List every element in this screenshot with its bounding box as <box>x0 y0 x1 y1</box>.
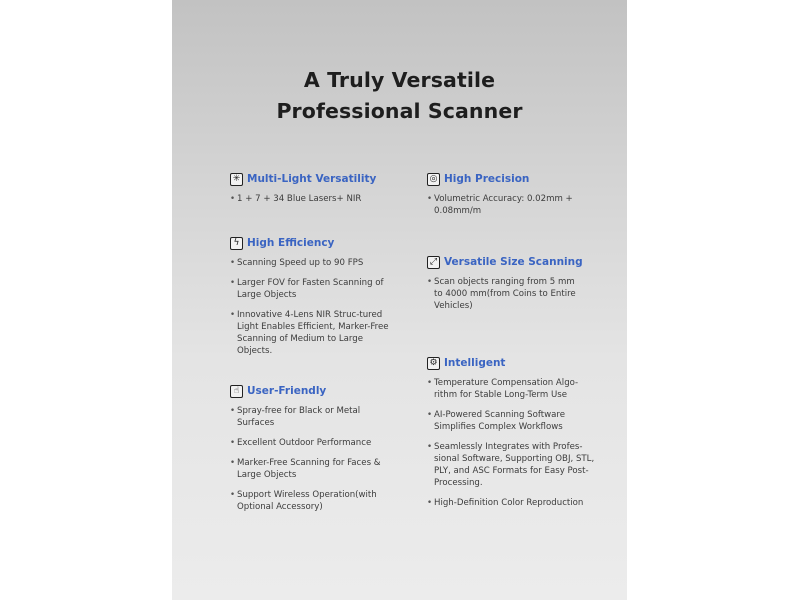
target-icon: ◎ <box>427 173 440 186</box>
section-heading: High Precision <box>444 173 530 185</box>
hand-pointer-icon: ☝ <box>230 385 243 398</box>
chip-icon: ⚙ <box>427 357 440 370</box>
section-heading: High Efficiency <box>247 237 335 249</box>
list-item: • AI-Powered Scanning Software Simplifies Complex Workflows <box>427 409 599 433</box>
list-item: • 1 + 7 + 34 Blue Lasers+ NIR <box>230 193 415 205</box>
section-versatile-size-scanning <box>427 254 612 320</box>
resize-icon: ⤢ <box>427 256 440 269</box>
list-item: • Support Wireless Operation(with Optional Accessory) <box>230 489 398 513</box>
list-item: • Volumetric Accuracy: 0.02mm + 0.08mm/m <box>427 193 587 217</box>
list-item: • Larger FOV for Fasten Scanning of Large Objects <box>230 277 390 301</box>
list-item: • High-Definition Color Reproduction <box>427 497 599 509</box>
list-item: • Seamlessly Integrates with Profes-sional Software, Supporting OBJ, STL, PLY, and ASC Formats for Easy Post-Processing. <box>427 441 599 490</box>
page-title-line-1: A Truly Versatile <box>303 68 496 92</box>
lightning-icon: ϟ <box>230 237 243 250</box>
section-heading: Versatile Size Scanning <box>444 256 583 268</box>
list-item: • Marker-Free Scanning for Faces & Large Objects <box>230 457 398 481</box>
list-item: • Innovative 4-Lens NIR Struc-tured Light Enables Efficient, Marker-Free Scanning of Medium to Large Objects. <box>230 309 390 358</box>
product-feature-panel <box>172 0 627 600</box>
section-intelligent <box>427 355 612 517</box>
list-item: • Temperature Compensation Algo-rithm for Stable Long-Term Use <box>427 377 599 401</box>
page-title-line-2: Professional Scanner <box>276 99 523 123</box>
sparkle-icon: ✳ <box>230 173 243 186</box>
list-item: • Scan objects ranging from 5 mm to 4000 mm(from Coins to Entire Vehicles) <box>427 276 577 313</box>
section-heading: Multi-Light Versatility <box>247 173 377 185</box>
section-high-efficiency <box>230 235 415 365</box>
section-high-precision <box>427 171 612 225</box>
section-user-friendly <box>230 383 415 520</box>
list-item: • Excellent Outdoor Performance <box>230 437 398 449</box>
list-item: • Scanning Speed up to 90 FPS <box>230 257 390 269</box>
section-heading: Intelligent <box>444 357 506 369</box>
section-heading: User-Friendly <box>247 385 327 397</box>
section-multi-light <box>230 171 415 213</box>
list-item: • Spray-free for Black or Metal Surfaces <box>230 405 398 429</box>
